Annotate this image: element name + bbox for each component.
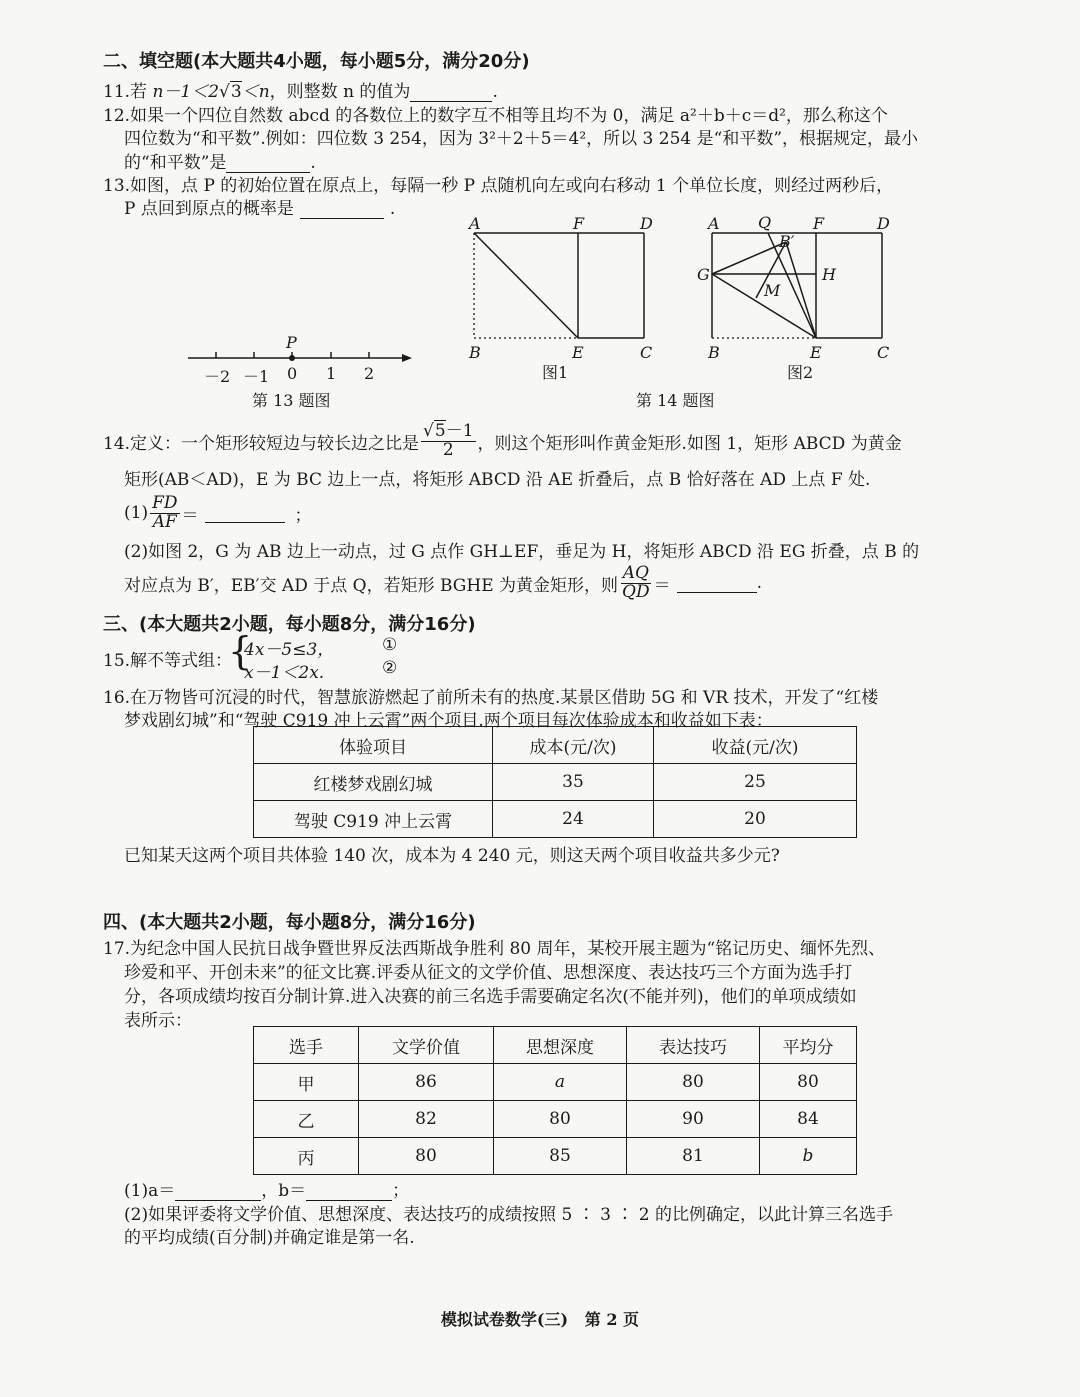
q15-inequality-2: x－1＜2x. [244, 663, 325, 683]
table-cell: 24 [493, 801, 654, 838]
q13-answer-blank[interactable] [300, 200, 384, 219]
question-14-part1 [124, 490, 312, 536]
table-header-cell: 思想深度 [494, 1027, 627, 1064]
fig13-caption: 第 13 题图 [252, 391, 331, 410]
q14-def-pre: 14.定义：一个矩形较短边与较长边之比是 [103, 433, 420, 454]
section-4-title: 四、(本大题共2小题，每小题8分，满分16分) [103, 912, 476, 933]
question-11 [103, 77, 498, 102]
fig1-label-d: D [640, 214, 653, 233]
fig2-label-b: B [708, 343, 720, 362]
q14-frac-sqrt: 5 [434, 420, 446, 441]
table-header-cell: 体验项目 [254, 727, 493, 764]
q11-text: ，则整数 n 的值为 [269, 82, 411, 102]
fig1-label-a: A [469, 214, 481, 233]
question-13-line2 [124, 194, 395, 219]
fig14-caption-1: 图1 [542, 363, 569, 382]
table-cell: 90 [627, 1101, 760, 1138]
q14-frac-den: 2 [442, 439, 454, 460]
table-cell: 甲 [254, 1064, 359, 1101]
question-12-line3 [124, 148, 316, 173]
table-cell: 80 [359, 1138, 494, 1175]
table-cell: 红楼梦戏剧幻城 [254, 764, 493, 801]
q14-def-post: ，则这个矩形叫作黄金矩形.如图 1，矩形 ABCD 为黄金 [477, 433, 902, 454]
q17-p1-a-label: (1)a＝ [124, 1181, 176, 1201]
question-17-line2: 珍爱和平、开创未来”的征文比赛.评委从征文的文学价值、思想深度、表达技巧三个方面为选手打 [124, 963, 853, 983]
q15-mark-2: ② [382, 658, 398, 678]
table-header-cell: 文学价值 [359, 1027, 494, 1064]
question-12-line1: 12.如果一个四位自然数 abcd 的各数位上的数字互不相等且均不为 0，满足 a²＋b＋c＝d²，那么称这个 [103, 106, 888, 126]
question-17-line4: 表所示： [124, 1011, 192, 1031]
sqrt-sign: √ [423, 420, 434, 441]
q12-end: . [310, 153, 316, 173]
table-header-cell: 平均分 [760, 1027, 857, 1064]
q14-p1-end: ； [294, 505, 312, 526]
q17-p1-end: ； [392, 1181, 410, 1201]
table-cell: 35 [493, 764, 654, 801]
table-cell: 80 [627, 1064, 760, 1101]
table-cell: 81 [627, 1138, 760, 1175]
question-14-line1 [103, 418, 902, 464]
fig1-label-b: B [469, 343, 481, 362]
q15-inequality-1: 4x－5≤3， [244, 640, 335, 660]
fig2-label-q: Q [758, 213, 772, 232]
point-p-dot [289, 355, 295, 361]
table-cell: 84 [760, 1101, 857, 1138]
fig14-diagram-1 [470, 228, 650, 343]
table-header-cell: 表达技巧 [627, 1027, 760, 1064]
q17-b-answer-blank[interactable] [306, 1182, 392, 1201]
q17-p1-b-label: ，b＝ [261, 1181, 307, 1201]
table-row [254, 1064, 857, 1101]
fig14-diagram-2 [706, 228, 890, 343]
table-header-cell: 选手 [254, 1027, 359, 1064]
fig2-label-b-prime: B′ [779, 232, 795, 251]
fig2-label-e: E [810, 343, 822, 362]
table-header-row [254, 1027, 857, 1064]
q11-answer-blank[interactable] [410, 83, 492, 102]
table-row [254, 764, 857, 801]
q17-a-answer-blank[interactable] [175, 1182, 261, 1201]
fd-af-fraction [150, 492, 179, 532]
question-14-part2-line2 [124, 560, 762, 606]
tick-label-1: 1 [326, 364, 337, 383]
q14-p2-num: AQ [622, 562, 649, 583]
fig1-label-f: F [573, 214, 585, 233]
arrow-icon [402, 354, 412, 362]
question-12-line2: 四位数为“和平数”.例如：四位数 3 254，因为 3²＋2＋5＝4²，所以 3 254 是“和平数”，根据规定，最小 [124, 129, 919, 149]
section-3-title: 三、(本大题共2小题，每小题8分，满分16分) [103, 614, 476, 635]
table-cell: b [760, 1138, 857, 1175]
sqrt-sign: √ [219, 82, 230, 102]
q14-p1-eq: ＝ [181, 505, 199, 526]
q14-p2-answer-blank[interactable] [677, 574, 757, 593]
fig14-caption: 第 14 题图 [636, 391, 715, 410]
tick-label-0: 0 [287, 364, 298, 383]
question-15-prefix: 15.解不等式组： [103, 651, 233, 671]
q14-p1-num: FD [152, 492, 178, 513]
q14-p2-text: 对应点为 B′，EB′交 AD 于点 Q，若矩形 BGHE 为黄金矩形，则 [124, 575, 619, 596]
tick-label-neg2: －2 [204, 367, 231, 386]
question-17-line1: 17.为纪念中国人民抗日战争暨世界反法西斯战争胜利 80 周年，某校开展主题为“铭记历史、缅怀先烈、 [103, 939, 886, 959]
q14-frac-num-tail: －1 [445, 420, 474, 441]
fig2-label-f: F [813, 214, 825, 233]
fig14-caption-2: 图2 [787, 363, 814, 382]
q11-end: . [492, 82, 498, 102]
q14-p2-den: QD [622, 581, 650, 602]
table-cell: a [494, 1064, 627, 1101]
q11-prefix: 11.若 [103, 82, 153, 102]
table-row [254, 1101, 857, 1138]
table-row [254, 801, 857, 838]
q14-p1-pre: (1) [124, 503, 149, 523]
q12-text: 的“和平数”是 [124, 153, 227, 173]
table-cell: 86 [359, 1064, 494, 1101]
fig2-label-c: C [877, 343, 890, 362]
q15-mark-1: ① [382, 635, 398, 655]
fig2-label-m: M [764, 281, 781, 300]
page-footer: 模拟试卷数学(三) 第 2 页 [440, 1310, 640, 1329]
brace-icon: { [228, 629, 253, 673]
table-row [254, 1138, 857, 1175]
q16-table [253, 726, 857, 838]
question-16-question: 已知某天这两个项目共体验 140 次，成本为 4 240 元，则这天两个项目收益共多少元? [124, 846, 780, 866]
question-17-part1 [124, 1176, 409, 1201]
fig2-label-h: H [822, 265, 836, 284]
section-2-title: 二、填空题(本大题共4小题，每小题5分，满分20分) [103, 51, 530, 72]
table-header-cell: 成本(元/次) [493, 727, 654, 764]
question-16-line1: 16.在万物皆可沉浸的时代，智慧旅游燃起了前所未有的热度.某景区借助 5G 和 VR 技术，开发了“红楼 [103, 688, 879, 708]
question-14-line2: 矩形(AB＜AD)，E 为 BC 边上一点，将矩形 ABCD 沿 AE 折叠后，点 B 恰好落在 AD 上点 F 处. [124, 470, 871, 490]
tick-label-neg1: －1 [243, 367, 270, 386]
table-cell: 80 [760, 1064, 857, 1101]
q13-text: P 点回到原点的概率是 [124, 199, 294, 219]
question-16-line2: 梦戏剧幻城”和“驾驶 C919 冲上云霄”两个项目.两个项目每次体验成本和收益如下表： [124, 711, 773, 731]
table-cell: 驾驶 C919 冲上云霄 [254, 801, 493, 838]
table-cell: 82 [359, 1101, 494, 1138]
table-header-cell: 收益(元/次) [654, 727, 857, 764]
aq-qd-fraction [620, 562, 652, 602]
table-cell: 丙 [254, 1138, 359, 1175]
fig1-label-c: C [640, 343, 653, 362]
q11-sqrt: 3 [230, 82, 242, 102]
fig2-label-a: A [708, 214, 720, 233]
table-header-row [254, 727, 857, 764]
q14-p2-end: . [756, 573, 762, 593]
table-cell: 80 [494, 1101, 627, 1138]
fig2-label-g: G [697, 265, 710, 284]
label-p: P [286, 333, 297, 352]
q17-table [253, 1026, 857, 1175]
question-13-line1: 13.如图，点 P 的初始位置在原点上，每隔一秒 P 点随机向左或向右移动 1 个单位长度，则经过两秒后， [103, 176, 894, 196]
question-17-line3: 分，各项成绩均按百分制计算.进入决赛的前三名选手需要确定名次(不能并列)，他们的单项成绩如 [124, 987, 857, 1007]
q13-end: . [389, 199, 396, 219]
table-cell: 20 [654, 801, 857, 838]
q11-expr2: ＜n [241, 82, 270, 102]
q14-p1-answer-blank[interactable] [205, 504, 285, 523]
fig2-label-d: D [877, 214, 890, 233]
question-17-part2-line2: 的平均成绩(百分制)并确定谁是第一名. [124, 1228, 415, 1248]
table-cell: 85 [494, 1138, 627, 1175]
table-cell: 25 [654, 764, 857, 801]
question-17-part2-line1: (2)如果评委将文学价值、思想深度、表达技巧的成绩按照 5 ∶ 3 ∶ 2 的比例确定，以此计算三名选手 [124, 1205, 893, 1225]
table-cell: 乙 [254, 1101, 359, 1138]
q11-expr: n－1＜2 [152, 82, 220, 102]
question-14-part2-line1: (2)如图 2，G 为 AB 边上一动点，过 G 点作 GH⊥EF，垂足为 H，将矩形 ABCD 沿 EG 折叠，点 B 的 [124, 542, 920, 562]
q14-p2-eq: ＝ [653, 575, 671, 596]
golden-ratio-fraction [421, 420, 476, 460]
tick-label-2: 2 [364, 364, 375, 383]
fig1-label-e: E [572, 343, 584, 362]
q14-p1-den: AF [152, 511, 177, 532]
